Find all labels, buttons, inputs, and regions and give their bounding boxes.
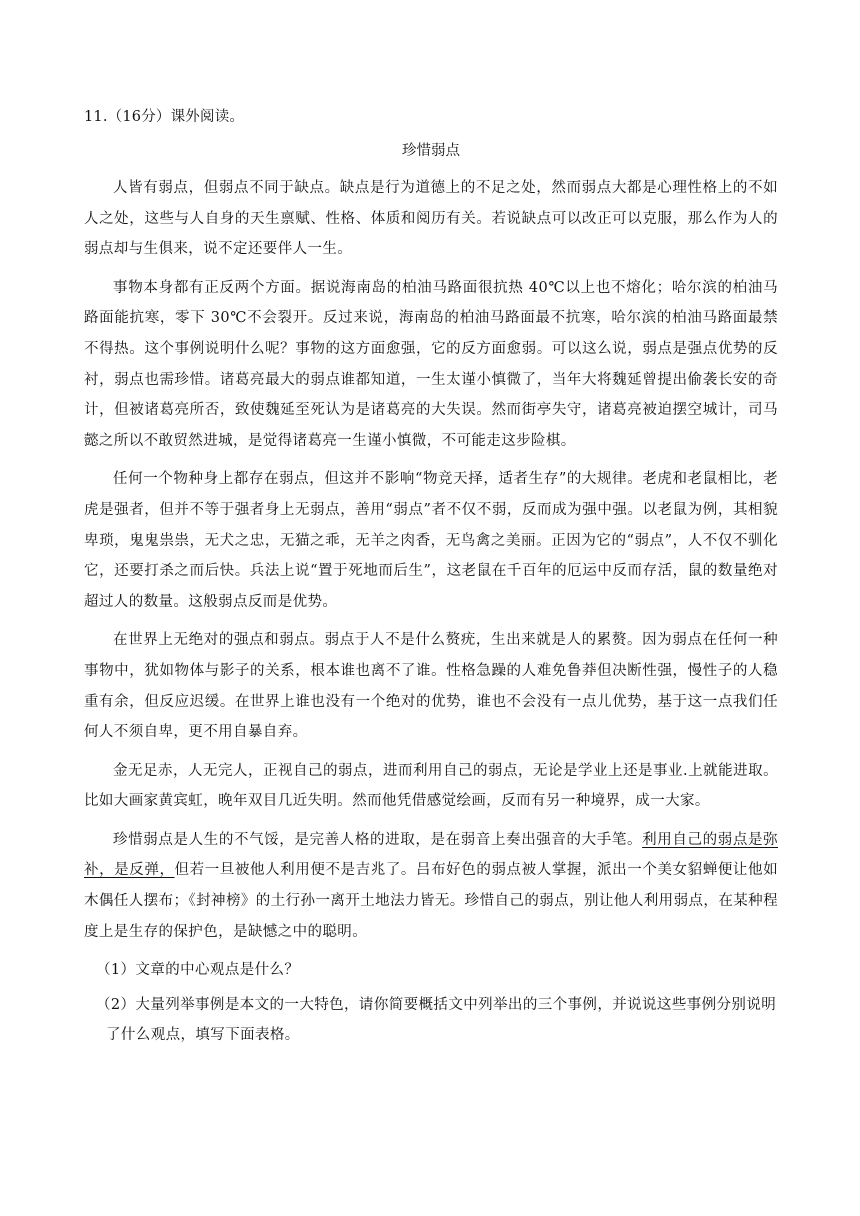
article-paragraph-6 [84, 825, 778, 947]
article-paragraph-2: 事物本身都有正反两个方面。据说海南岛的柏油马路面很抗热 40℃以上也不熔化；哈尔滨的柏油马路面能抗寒，零下 30℃不会裂开。反过来说，海南岛的柏油马路面最不抗寒，哈尔滨的柏油马路面最禁不得热。这个事例说明什么呢？事物的这方面愈强，它的反方面愈弱。可以这么说，弱点是强点优势的反衬，弱点也需珍惜。诸葛亮最大的弱点谁都知道，一生太谨小慎微了，当年大将魏延曾提出偷袭长安的奇计，但被诸葛亮所否，致使魏延至死认为是诸葛亮的大失误。然而街亭失守，诸葛亮被迫摆空城计，司马懿之所以不敢贸然进城，是觉得诸葛亮一生谨小慎微，不可能走这步险棋。 [84, 279, 778, 449]
article-paragraph-5: 金无足赤，人无完人，正视自己的弱点，进而利用自己的弱点，无论是学业上还是事业.上就能进取。比如大画家黄宾虹，晚年双目几近失明。然而他凭借感觉绘画，反而有另一种境界，成一大家。 [84, 762, 778, 810]
paragraph-6-lead: 珍惜弱点是人生的不气馁，是完善人格的进取，是在弱音上奏出强音的大手笔。 [113, 831, 643, 848]
article-title: 珍惜弱点 [402, 143, 460, 159]
exam-page [84, 105, 778, 1055]
sub-question-2: （2）大量列举事例是本文的一大特色，请你简要概括文中列举出的三个事例，并说说这些事例分别说明了什么观点，填写下面表格。 [96, 996, 777, 1044]
article-paragraph-1: 人皆有弱点，但弱点不同于缺点。缺点是行为道德上的不足之处，然而弱点大都是心理性格上的不如人之处，这些与人自身的天生禀赋、性格、体质和阅历有关。若说缺点可以改正可以克服，那么作为人的弱点却与生俱来，说不定还要伴人一生。 [84, 180, 778, 258]
underlined-sentence: 利用自己的弱点是弥补，是反弹， [84, 831, 778, 879]
paragraph-6-rest: 但若一旦被他人利用便不是吉兆了。吕布好色的弱点被人掌握，派出一个美女貂蝉便让他如木偶任人摆布；《封神榜》的土行孙一离开土地法力皆无。珍惜自己的弱点，别让他人利用弱点，在某种程度上是生存的保护色，是缺憾之中的聪明。 [84, 862, 778, 940]
sub-question-1: （1）文章的中心观点是什么？ [96, 962, 300, 979]
article-paragraph-3: 任何一个物种身上都存在弱点，但这并不影响“物竞天择，适者生存”的大规律。老虎和老鼠相比，老虎是强者，但并不等于强者身上无弱点，善用“弱点”者不仅不弱，反而成为强中强。以老鼠为例，其相貌卑琐，鬼鬼祟祟，无犬之忠，无猫之乖，无羊之肉香，无鸟禽之美丽。正因为它的“弱点”，人不仅不驯化它，还要打杀之而后快。兵法上说“置于死地而后生”，这老鼠在千百年的厄运中反而存活，鼠的数量绝对超过人的数量。这般弱点反而是优势。 [84, 471, 778, 610]
question-header: 11.（16分）课外阅读。 [84, 109, 245, 125]
article-paragraph-4: 在世界上无绝对的强点和弱点。弱点于人不是什么赘疣，生出来就是人的累赘。因为弱点在任何一种事物中，犹如物体与影子的关系，根本谁也离不了谁。性格急躁的人难免鲁莽但决断性强，慢性子的人稳重有余，但反应迟缓。在世界上谁也没有一个绝对的优势，谁也不会没有一点儿优势，基于这一点我们任何人不须自卑，更不用自暴自弃。 [84, 632, 778, 741]
